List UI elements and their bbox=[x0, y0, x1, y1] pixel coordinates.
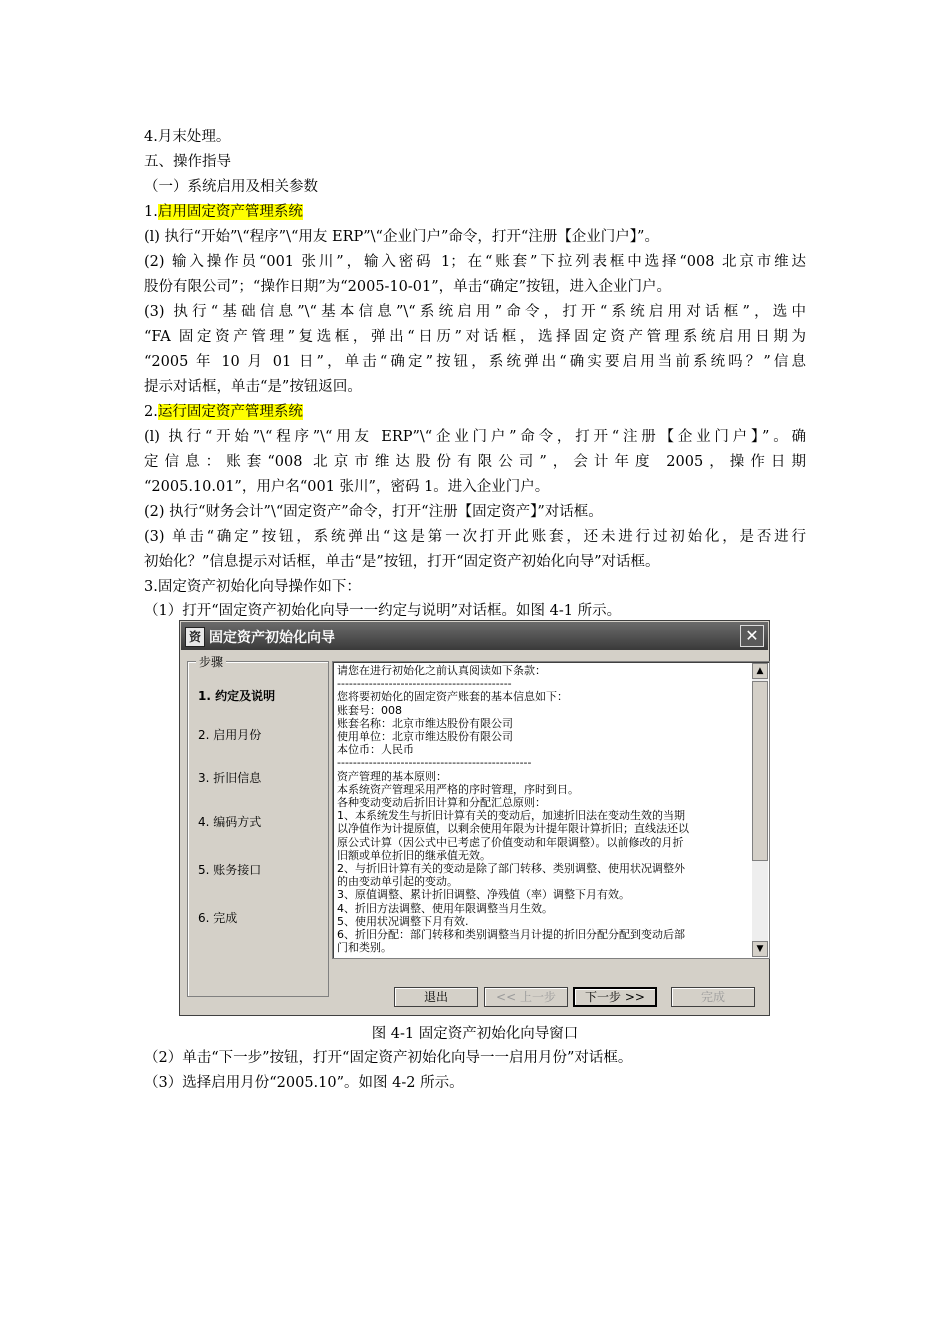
step1-line3: 股份有限公司”；“操作日期”为“2005-10-01”，单击“确定”按钮，进入企业门户。 bbox=[144, 279, 671, 295]
step2-line2: 定信息：账套“008 北京市维达股份有限公司”，会计年度 2005，操作日期 bbox=[144, 454, 806, 470]
step2-line1: (l) 执行“开始”\“程序”\“用友 ERP”\“企业门户”命令，打开“注册【企业门户】”。确 bbox=[144, 429, 806, 445]
step-item: 6. 完成 bbox=[198, 911, 238, 925]
scroll-up-icon[interactable]: ▲ bbox=[752, 663, 768, 679]
dialog-titlebar bbox=[181, 622, 768, 650]
scroll-thumb[interactable] bbox=[752, 681, 768, 861]
app-icon: 资 bbox=[185, 627, 205, 647]
step-item: 5. 账务接口 bbox=[198, 863, 262, 877]
step-item: 4. 编码方式 bbox=[198, 815, 262, 829]
vertical-scrollbar[interactable] bbox=[752, 663, 768, 957]
step1-line4: (3) 执行“基础信息”\“基本信息”\“系统启用”命令，打开“系统启用对话框”，选中 bbox=[144, 304, 806, 320]
step-item: 1. 约定及说明 bbox=[198, 689, 276, 703]
highlighted-heading: 运行固定资产管理系统 bbox=[157, 404, 303, 420]
paragraph-month-end: 4.月末处理。 bbox=[144, 129, 231, 145]
heading-number: 1. bbox=[144, 204, 158, 220]
scroll-down-icon[interactable]: ▼ bbox=[752, 941, 768, 957]
steps-legend: 步骤 bbox=[196, 653, 226, 670]
next-button[interactable]: 下一步 >> bbox=[573, 987, 657, 1007]
steps-groupbox bbox=[187, 655, 329, 997]
after-line1: （2）单击“下一步”按钮，打开“固定资产初始化向导一一启用月份”对话框。 bbox=[144, 1050, 633, 1066]
step3-line1: 3.固定资产初始化向导操作如下： bbox=[144, 579, 361, 595]
step1-line5: “FA 固定资产管理”复选框，弹出“日历”对话框，选择固定资产管理系统启用日期为 bbox=[144, 329, 806, 345]
step1-line2: (2) 输入操作员“001 张川”，输入密码 1；在“账套”下拉列表框中选择“008 北京市维达 bbox=[144, 254, 806, 270]
prev-button[interactable]: << 上一步 bbox=[484, 987, 568, 1007]
subsection-heading: （一）系统启用及相关参数 bbox=[144, 179, 318, 195]
wizard-dialog bbox=[179, 620, 770, 1016]
step2-line3: “2005.10.01”，用户名“001 张川”，密码 1。进入企业门户。 bbox=[144, 479, 550, 495]
step2-line6: 初始化？”信息提示对话框，单击“是”按钮，打开“固定资产初始化向导”对话框。 bbox=[144, 554, 660, 570]
step3-line2: （1）打开“固定资产初始化向导一一约定与说明”对话框。如图 4-1 所示。 bbox=[144, 603, 622, 619]
dialog-title: 固定资产初始化向导 bbox=[209, 630, 335, 646]
step-item: 2. 启用月份 bbox=[198, 728, 262, 742]
heading-number: 2. bbox=[144, 404, 158, 420]
heading-run-fa bbox=[144, 401, 303, 423]
close-icon[interactable]: ✕ bbox=[740, 625, 764, 647]
figure-caption: 图 4-1 固定资产初始化向导窗口 bbox=[371, 1026, 579, 1042]
step2-line4: (2) 执行“财务会计”\“固定资产”命令，打开“注册【固定资产】”对话框。 bbox=[144, 504, 603, 520]
section-heading-guide: 五、操作指导 bbox=[144, 154, 231, 170]
exit-button[interactable]: 退出 bbox=[394, 987, 478, 1007]
terms-textbox[interactable] bbox=[332, 661, 770, 959]
step1-line7: 提示对话框，单击“是”按钮返回。 bbox=[144, 379, 362, 395]
step2-line5: (3) 单击“确定”按钮，系统弹出“这是第一次打开此账套，还未进行过初始化，是否进行 bbox=[144, 529, 806, 545]
finish-button[interactable]: 完成 bbox=[671, 987, 755, 1007]
terms-text: 请您在进行初始化之前认真阅读如下条款： -------------------------------------------- 您将要初始化的固定资产账套的基本信息如下： 账套号：008 账套名称：北京市维达股份有限公司 使用单位：北京市维达股份有限公司 本位币：人民币 ------------------------------------------------- 资产管理的基本原则： 本系统资产管理采用严格的序时管理，序时到日。 各种变动变动后折旧计算和分配汇总原则： 1、本系统发生与折旧计算有关的变动后，加速折旧法在变动生效的当期 以净值作为计提原值，以剩余使用年限为计提年限计算折旧；直线法还以 原公式计算（因公式中已考虑了价值变动和年限调整）。以前修改的月折 旧额或单位折旧的继承值无效。 2、与折旧计算有关的变动是除了部门转移、类别调整、使用状况调整外 的由变动单引起的变动。 3、原值调整、累计折旧调整、净残值（率）调整下月有效。 4、折旧方法调整、使用年限调整当月生效。 5、使用状况调整下月有效. 6、折旧分配：部门转移和类别调整当月计提的折旧分配分配到变动后部 门和类别。 bbox=[337, 664, 689, 954]
step1-line6: “2005 年 10 月 01 日”，单击“确定”按钮，系统弹出“确实要启用当前系统吗？”信息 bbox=[144, 354, 806, 370]
highlighted-heading: 启用固定资产管理系统 bbox=[157, 204, 303, 220]
step-item: 3. 折旧信息 bbox=[198, 771, 262, 785]
step1-line1: (l) 执行“开始”\“程序”\“用友 ERP”\“企业门户”命令，打开“注册【企业门户】”。 bbox=[144, 229, 659, 245]
after-line2: （3）选择启用月份“2005.10”。如图 4-2 所示。 bbox=[144, 1075, 464, 1091]
heading-enable-fa bbox=[144, 201, 303, 223]
